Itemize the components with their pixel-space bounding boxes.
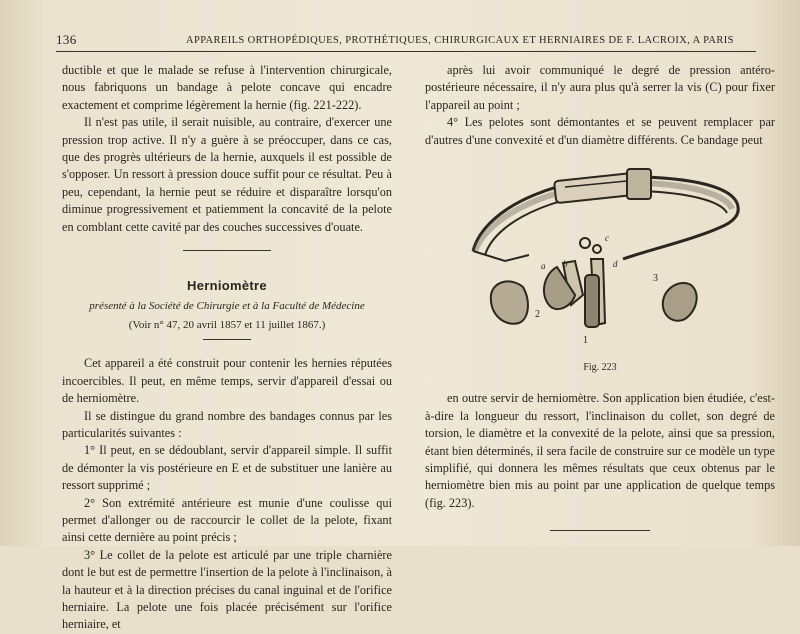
- left-paragraph-6: 2° Son extrémité antérieure est munie d'une coulisse qui permet d'allonger ou de raccourcir le collet de la pelote, fixant ainsi cette dernière au point précis ;: [62, 495, 392, 545]
- left-paragraph-7: 3° Le collet de la pelote est articulé par une triple charnière dont le but est de permettre l'insertion de la pelote à l'inclinaison, à la hauteur et à la direction précises du canal inguinal et de l'orifice herniaire. La pelote une fois placée précisément sur l'orifice herniaire, et: [62, 547, 392, 632]
- fig-label-1: 1: [583, 335, 588, 347]
- fig-label-b: b: [563, 259, 568, 270]
- left-paragraph-3: Cet appareil a été construit pour contenir les hernies réputées incoercibles. Il peut, en même temps, servir d'appareil d'essai ou de herniomètre.: [62, 356, 392, 406]
- page-number: 136: [56, 32, 77, 47]
- section-title: Herniomètre: [187, 278, 267, 294]
- right-paragraph-1: après lui avoir communiqué le degré de pression antéro-postérieure nécessaire, il n'y aura plus qu'à serrer la vis (C) pour fixer l'appareil au point ;: [425, 63, 775, 112]
- running-title: APPAREILS ORTHOPÉDIQUES, PROTHÉTIQUES, CHIRURGICAUX ET HERNIAIRES DE F. LACROIX, A PARIS: [186, 35, 734, 46]
- fig-label-d: d: [613, 259, 618, 270]
- section-reference: (Voir n° 47, 20 avril 1857 et 11 juillet 1867.): [128, 318, 326, 331]
- fig-label-3: 3: [653, 273, 658, 285]
- fig-label-a: a: [541, 261, 546, 272]
- section-divider: [183, 250, 271, 251]
- right-paragraph-3: en outre servir de herniomètre. Son application bien étudiée, c'est-à-dire la longueur du ressort, l'inclinaison du collet, son degré de torsion, le diamètre et la convexité de la pelote, ainsi que sa pression, étant bien déterminés, il sera facile de construire sur ce modèle un type simplifié, qui donnera les mêmes résultats que ceux obtenus par le herniomètre bien mis au point par une application de quelque temps (fig. 223).: [425, 391, 775, 510]
- left-paragraph-1: ductible et que le malade se refuse à l'intervention chirurgicale, nous fabriquons un bandage à pelote concave qui encadre exactement et comprime légèrement la hernie (fig. 221-222).: [62, 63, 392, 112]
- figure-caption: Fig. 223: [583, 362, 617, 374]
- left-paragraph-2: Il n'est pas utile, il serait nuisible, au contraire, d'exercer une pression trop active. Il n'y a guère à se préoccuper, dans ce cas, que des progrès ultérieurs de la hernie, auxquels il est possible de s'opposer. Un ressort à pression douce suffit pour ce résultat. Peu à peu, cependant, la hernie peut se réduire et disparaître lorsqu'on diminue progressivement et patiemment la concavité de la pelote en comblant cette cavité par des couches successives d'ouate.: [62, 115, 392, 234]
- left-paragraph-5: 1° Il peut, en se dédoublant, servir d'appareil simple. Il suffit de démonter la vis postérieure en E et de substituer une lanière au ressort supprimé ;: [62, 443, 392, 493]
- right-column: [425, 62, 775, 531]
- figure-223: [445, 155, 755, 365]
- subtitle-divider: [203, 339, 251, 340]
- header-rule: [56, 51, 756, 52]
- left-paragraph-4: Il se distingue du grand nombre des bandages connus par les particularités suivantes :: [62, 408, 392, 440]
- fig-label-c: c: [605, 233, 609, 244]
- fig-label-2: 2: [535, 309, 540, 321]
- left-column: [62, 62, 392, 634]
- section-subtitle: présenté à la Société de Chirurgie et à la Faculté de Médecine: [89, 300, 365, 313]
- right-paragraph-2: 4° Les pelotes sont démontantes et se peuvent remplacer par d'autres d'une convexité et d'un diamètre différents. Ce bandage peut: [425, 115, 775, 147]
- end-divider: [550, 530, 650, 531]
- page-header: [56, 34, 756, 50]
- truss-illustration: [445, 155, 755, 365]
